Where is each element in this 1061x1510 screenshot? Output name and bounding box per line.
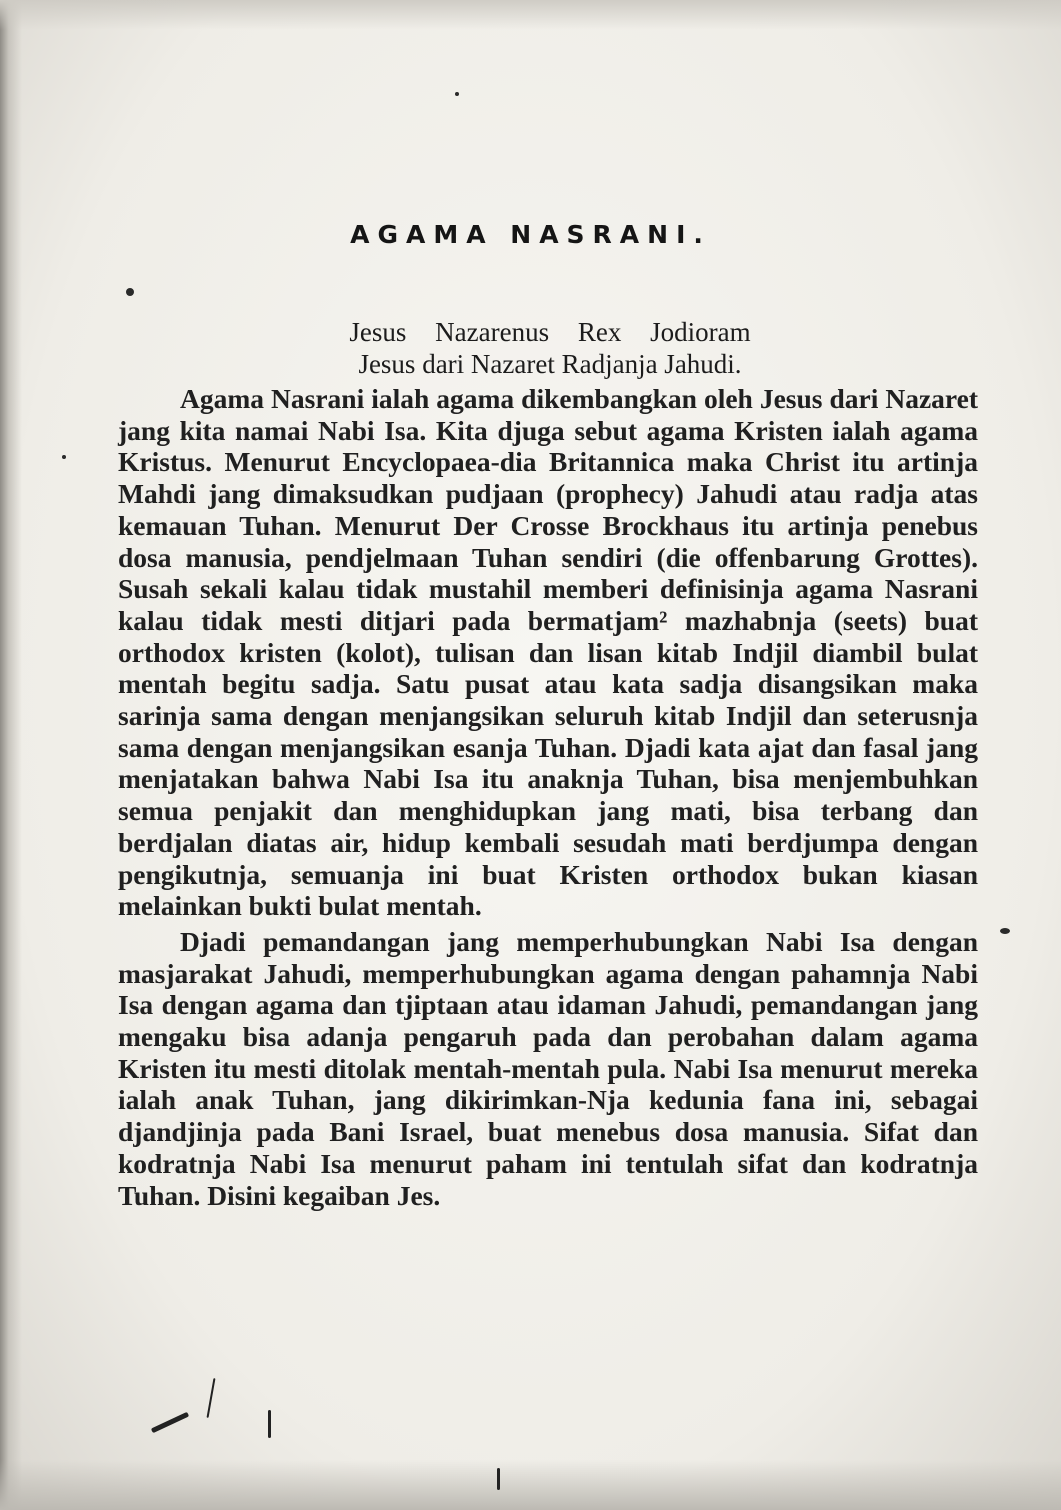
paragraph-1: Agama Nasrani ialah agama dikembangkan oleh Jesus dari Nazaret jang kita namai Nabi Isa. Kita djuga sebut agama Kristen ialah agama Kristus. Menurut Encyclopaea-dia Britannica maka Christ itu artinja Mahdi jang dimaksudkan pudjaan (prophecy) Jahudi atau radja atas kemauan Tuhan. Menurut Der Crosse Brockhaus itu artinja penebus dosa manusia, pendjelmaan Tuhan sendiri (die offenbarung Grottes). Susah sekali kalau tidak mustahil memberi definisinja agama Nasrani kalau tidak mesti ditjari pada bermatjam² mazhabnja (seets) buat orthodox kristen (kolot), tulisan dan lisan kitab Indjil diambil bulat mentah begitu sadja. Satu pusat atau kata sadja disangsikan maka sarinja sama dengan menjangsikan seluruh kitab Indjil dan seterusnja sama dengan menjangsikan esanja Tuhan. Djadi kata ajat dan fasal jang menjatakan bahwa Nabi Isa itu anaknja Tuhan, bisa menjembuhkan semua penjakit dan menghidupkan jang mati, bisa terbang dan berdjalan diatas air, hidup kembali sesudah mati berdjumpa dengan pengikutnja, semuanja ini buat Kristen orthodox bukan kiasan melainkan bukti bulat mentah. bbox=[118, 383, 978, 922]
epigraph-translation: Jesus dari Nazaret Radjanja Jahudi. bbox=[358, 349, 742, 379]
epigraph-latin: Jesus Nazarenus Rex Jodioram bbox=[349, 317, 751, 347]
scan-stroke bbox=[207, 1378, 216, 1418]
paragraph-2: Djadi pemandangan jang memperhubungkan Nabi Isa dengan masjarakat Jahudi, memperhubungkan agama dengan pahamnja Nabi Isa dengan agama dan tjiptaan atau idaman Jahudi, pemandangan jang mengaku bisa adanja pengaruh pada dan perobahan dalam agama Kristen itu mesti ditolak mentah-mentah pula. Nabi Isa menurut mereka ialah anak Tuhan, jang dikirimkan-Nja kedunia fana ini, sebagai djandjinja pada Bani Israel, buat menebus dosa manusia. Sifat dan kodratnja Nabi Isa menurut paham ini tentulah sifat dan kodratnja Tuhan. Disini kegaiban Jes. bbox=[118, 925, 978, 1211]
scan-speck bbox=[455, 92, 459, 96]
epigraph bbox=[120, 316, 980, 380]
body-text bbox=[118, 383, 978, 1211]
scan-stroke bbox=[497, 1468, 500, 1490]
page-top-shadow bbox=[0, 0, 1061, 30]
scan-speck bbox=[126, 288, 134, 296]
scan-speck bbox=[1000, 928, 1010, 934]
scan-stroke bbox=[151, 1412, 189, 1433]
chapter-title: AGAMA NASRANI. bbox=[350, 220, 711, 249]
page-left-shadow bbox=[0, 0, 22, 1510]
scan-stroke bbox=[268, 1410, 271, 1438]
page-bottom-shadow bbox=[0, 1460, 1061, 1510]
scan-speck bbox=[62, 455, 66, 459]
